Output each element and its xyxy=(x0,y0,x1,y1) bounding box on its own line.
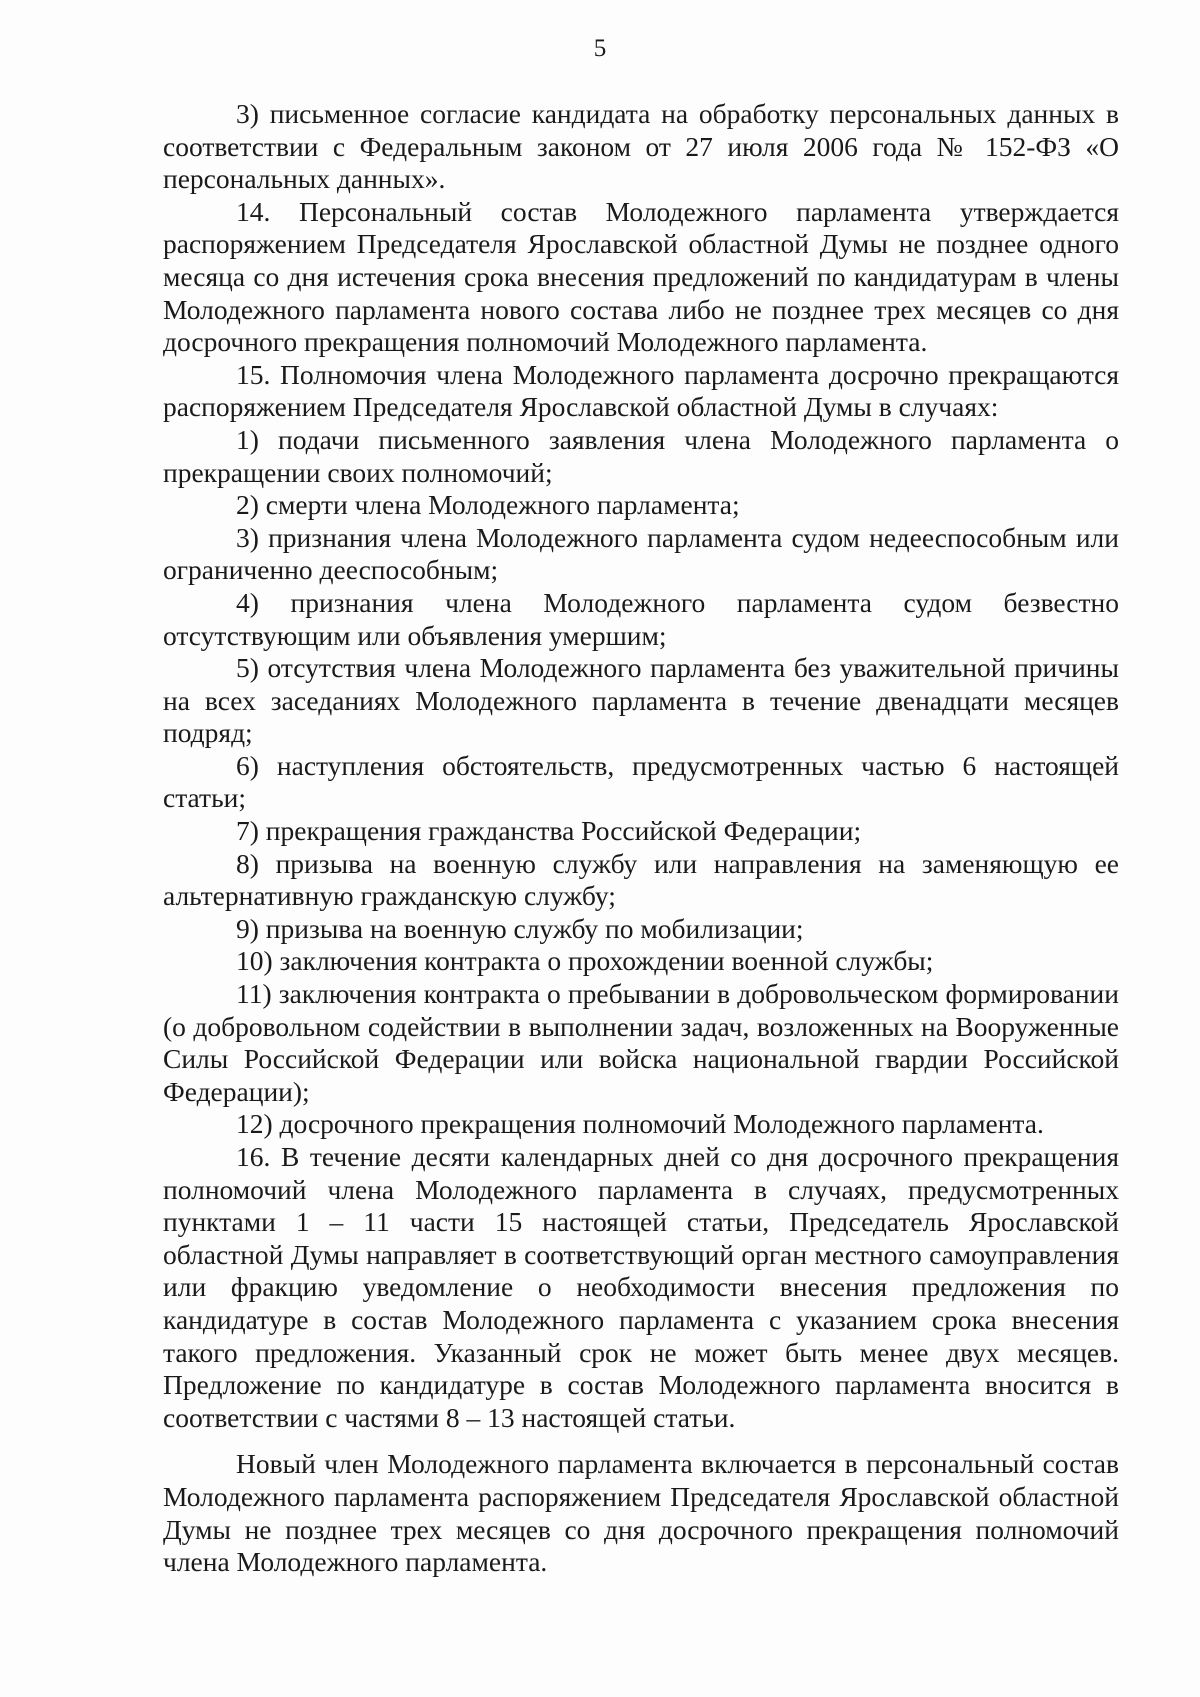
paragraph-3-consent: 3) письменное согласие кандидата на обработку персональных данных в соответствии с Федеральным законом от 27 июля 2006 года № 152-ФЗ «О персональных данных». xyxy=(163,98,1119,195)
list-item-15-10: 10) заключения контракта о прохождении военной службы; xyxy=(236,945,934,977)
document-body xyxy=(163,98,1119,1579)
list-item-15-6: 6) наступления обстоятельств, предусмотренных частью 6 настоящей статьи; xyxy=(163,749,1119,814)
paragraph-new-member: Новый член Молодежного парламента включается в персональный состав Молодежного парламента распоряжением Председателя Ярославской областной Думы не позднее трех месяцев со дня досрочного прекращения полномочий члена Молодежного парламента. xyxy=(163,1448,1119,1578)
list-item-15-5: 5) отсутствия члена Молодежного парламента без уважительной причины на всех заседаниях Молодежного парламента в течение двенадцати месяцев подряд; xyxy=(163,652,1119,749)
list-item-15-8: 8) призыва на военную службу или направления на заменяющую ее альтернативную гражданскую службу; xyxy=(163,847,1119,912)
page-number: 5 xyxy=(593,35,607,62)
list-item-15-9: 9) призыва на военную службу по мобилизации; xyxy=(236,912,804,944)
list-item-15-4: 4) признания члена Молодежного парламента судом безвестно отсутствующим или объявления умершим; xyxy=(163,586,1119,651)
list-item-15-7: 7) прекращения гражданства Российской Федерации; xyxy=(236,815,862,847)
list-item-15-11: 11) заключения контракта о пребывании в добровольческом формировании (о добровольном содействии в выполнении задач, возложенных на Вооруженные Силы Российской Федерации или войска национальной гвардии Российской Федерации); xyxy=(163,978,1119,1107)
paragraph-14-personal-composition: 14. Персональный состав Молодежного парламента утверждается распоряжением Председателя Ярославской областной Думы не позднее одного месяца со дня истечения срока внесения предложений по кандидатурам в члены Молодежного парламента нового состава либо не позднее трех месяцев со дня досрочного прекращения полномочий Молодежного парламента. xyxy=(163,195,1119,358)
list-item-15-12: 12) досрочного прекращения полномочий Молодежного парламента. xyxy=(236,1108,1044,1140)
paragraph-16-notification: 16. В течение десяти календарных дней со дня досрочного прекращения полномочий члена Молодежного парламента в случаях, предусмотренных пунктами 1 – 11 части 15 настоящей статьи, Председатель Ярославской областной Думы направляет в соответствующий орган местного самоуправления или фракцию уведомление о необходимости внесения предложения по кандидатуре в состав Молодежного парламента с указанием срока внесения такого предложения. Указанный срок не может быть менее двух месяцев. Предложение по кандидатуре в состав Молодежного парламента вносится в соответствии с частями 8 – 13 настоящей статьи. xyxy=(163,1141,1119,1433)
paragraph-15-early-termination: 15. Полномочия члена Молодежного парламента досрочно прекращаются распоряжением Председателя Ярославской областной Думы в случаях: xyxy=(163,358,1119,423)
list-item-15-3: 3) признания члена Молодежного парламента судом недееспособным или ограниченно дееспособным; xyxy=(163,521,1119,586)
list-item-15-2: 2) смерти члена Молодежного парламента; xyxy=(236,489,740,521)
list-item-15-1: 1) подачи письменного заявления члена Молодежного парламента о прекращении своих полномочий; xyxy=(163,423,1119,488)
